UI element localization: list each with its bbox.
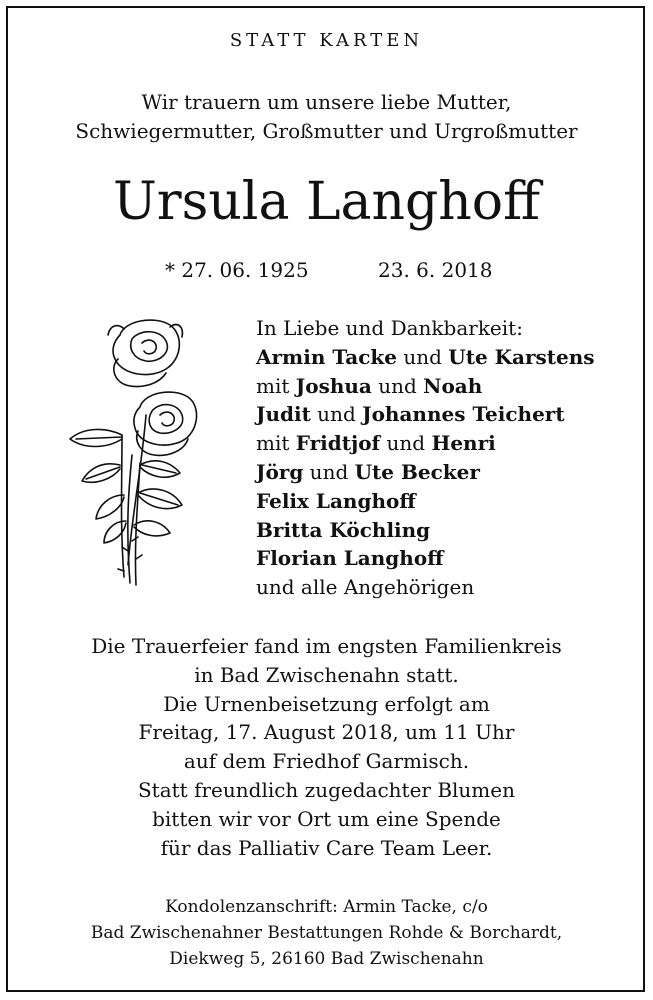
connector: und [380, 431, 432, 456]
mourner-name: Noah [423, 373, 483, 398]
mourner-name: Fridtjof [295, 431, 381, 456]
mourner-name: Felix Langhoff [256, 488, 416, 513]
mourner-name: Henri [431, 431, 496, 456]
death-date: 23. 6. 2018 [378, 258, 493, 282]
mourner-line [256, 372, 595, 401]
deceased-name: Ursula Langhoff [112, 172, 541, 232]
mourner-name: Johannes Teichert [362, 402, 565, 427]
mourner-name: Jörg [256, 459, 304, 484]
ceremony-line: in Bad Zwischenahn statt. [194, 662, 459, 687]
address-line: Bad Zwischenahner Bestattungen Rohde & Borchardt, [90, 923, 563, 943]
intro-line: Wir trauern um unsere liebe Mutter, [141, 90, 512, 114]
connector: und [310, 402, 363, 427]
intro-line: Schwiegermutter, Großmutter und Urgroßmutter [75, 119, 578, 143]
mourner-line [256, 458, 595, 487]
ceremony-text [0, 632, 653, 862]
connector: mit [256, 431, 296, 456]
mourners-list [256, 314, 595, 602]
ceremony-line: Die Urnenbeisetzung erfolgt am [163, 691, 490, 716]
mourners-closing: und alle Angehörigen [256, 575, 475, 600]
ceremony-line: Freitag, 17. August 2018, um 11 Uhr [138, 720, 515, 745]
rose-illustration [62, 315, 202, 590]
mourner-name: Florian Langhoff [256, 546, 444, 571]
mourner-name: Ute Karstens [448, 344, 595, 369]
intro-text [0, 88, 653, 146]
ceremony-line: Statt freundlich zugedachter Blumen [137, 777, 515, 802]
mourner-line [256, 544, 595, 573]
mourner-name: Judit [256, 402, 311, 427]
ceremony-line: für das Palliativ Care Team Leer. [160, 835, 493, 860]
mourner-line [256, 487, 595, 516]
mourner-line [256, 343, 595, 372]
mourner-line [256, 516, 595, 545]
mourner-name: Armin Tacke [256, 344, 398, 369]
ceremony-line: Die Trauerfeier fand im engsten Familienkreis [91, 634, 562, 658]
mourner-name: Joshua [295, 373, 372, 398]
mourner-name: Ute Becker [354, 459, 480, 484]
connector: und [397, 344, 449, 369]
mourner-line [256, 400, 595, 429]
connector: und [371, 373, 424, 398]
address-line: Kondolenzanschrift: Armin Tacke, c/o [165, 897, 488, 917]
connector: und [303, 459, 355, 484]
connector: mit [256, 373, 296, 398]
condolence-address [0, 894, 653, 972]
ceremony-line: bitten wir vor Ort um eine Spende [152, 806, 501, 831]
mourner-line [256, 429, 595, 458]
birth-date: * 27. 06. 1925 [165, 258, 309, 282]
notice-header: STATT KARTEN [229, 30, 424, 51]
ceremony-line: auf dem Friedhof Garmisch. [183, 749, 470, 774]
mourners-intro: In Liebe und Dankbarkeit: [256, 316, 523, 340]
mourner-name: Britta Köchling [256, 517, 431, 542]
address-line: Diekweg 5, 26160 Bad Zwischenahn [169, 949, 484, 969]
